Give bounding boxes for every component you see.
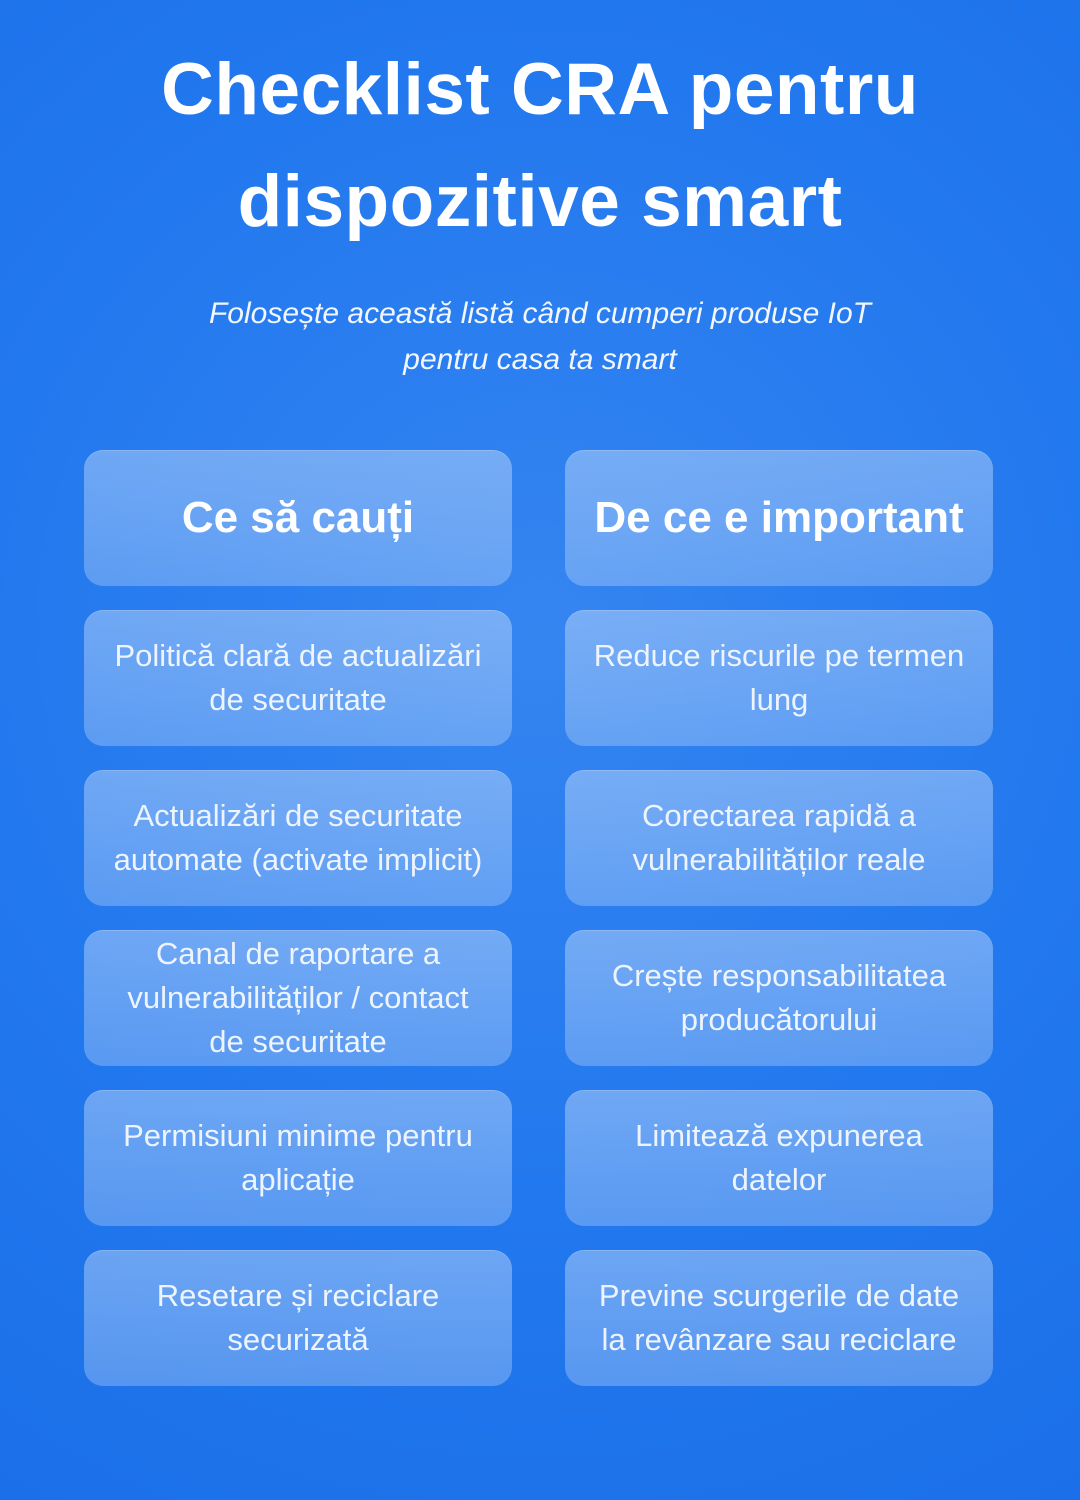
checklist-item-text: Canal de raportare a vulnerabilităților / contact de securitate [127, 936, 469, 1060]
page-subtitle [0, 291, 1080, 383]
page-title-line-1: Checklist CRA pentru [161, 49, 919, 130]
checklist-item-text: Limitează expunerea datelor [635, 1118, 923, 1198]
checklist-item-look-4 [84, 1090, 512, 1226]
checklist-item-text: Previne scurgerile de date la revânzare sau reciclare [598, 1278, 960, 1358]
checklist-item-look-5 [84, 1250, 512, 1386]
checklist-item-text: Reduce riscurile pe termen lung [593, 638, 965, 718]
column-header-label: Ce să cauți [181, 492, 415, 542]
page-subtitle-line-2: pentru casa ta smart [403, 343, 677, 377]
column-header-why-important [565, 450, 993, 586]
checklist-item-text: Corectarea rapidă a vulnerabilităților reale [632, 798, 926, 878]
page-subtitle-line-1: Folosește această listă când cumperi produse IoT [208, 297, 871, 331]
checklist-grid [84, 450, 993, 1386]
column-header-label: De ce e important [594, 492, 964, 542]
checklist-item-why-5 [565, 1250, 993, 1386]
checklist-item-why-4 [565, 1090, 993, 1226]
checklist-item-look-3 [84, 930, 512, 1066]
checklist-item-why-1 [565, 610, 993, 746]
checklist-item-look-1 [84, 610, 512, 746]
checklist-item-text: Politică clară de actualizări de securitate [114, 638, 482, 718]
page-title-line-2: dispozitive smart [237, 160, 843, 242]
page-title [0, 34, 1080, 257]
checklist-item-look-2 [84, 770, 512, 906]
checklist-item-why-3 [565, 930, 993, 1066]
checklist-item-text: Actualizări de securitate automate (activate implicit) [113, 798, 483, 878]
checklist-item-text: Permisiuni minime pentru aplicație [123, 1118, 473, 1198]
column-header-what-to-look-for [84, 450, 512, 586]
checklist-item-why-2 [565, 770, 993, 906]
checklist-item-text: Resetare și reciclare securizată [156, 1278, 440, 1358]
checklist-item-text: Crește responsabilitatea producătorului [611, 958, 947, 1038]
